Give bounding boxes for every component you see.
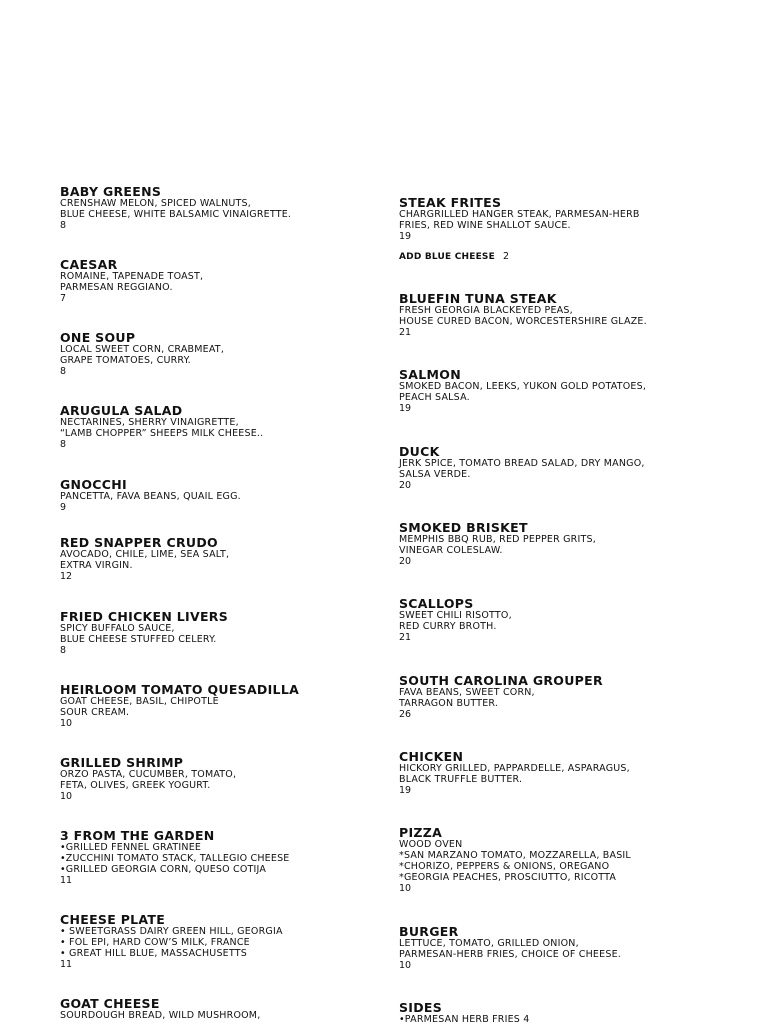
- menu-item-smoked-brisket: [399, 521, 739, 567]
- dish-price: 19: [399, 231, 412, 242]
- menu-item-scallops: [399, 597, 739, 643]
- dish-description: WOOD OVEN *SAN MARZANO TOMATO, MOZZARELLA, BASIL *CHORIZO, PEPPERS & ONIONS, OREGANO *GEORGIA PEACHES, PROSCIUTTO, RICOTTA: [399, 839, 631, 883]
- menu-item-duck: [399, 445, 739, 491]
- dish-price: 10: [399, 960, 412, 971]
- dish-description: JERK SPICE, TOMATO BREAD SALAD, DRY MANGO, SALSA VERDE.: [399, 458, 645, 480]
- dish-name: CHICKEN: [399, 749, 464, 764]
- menu-item-burger: [399, 925, 739, 971]
- menu-item-baby-greens: [60, 185, 380, 231]
- dish-name: DUCK: [399, 444, 440, 459]
- dish-name: ONE SOUP: [60, 330, 136, 345]
- dish-name: RED SNAPPER CRUDO: [60, 535, 218, 550]
- dish-name: GRILLED SHRIMP: [60, 755, 184, 770]
- dish-name: SIDES: [399, 1000, 443, 1015]
- menu-item-arugula-salad: [60, 404, 380, 450]
- addon-label: ADD BLUE CHEESE: [399, 252, 495, 262]
- menu-item-3-from-the-garden: [60, 829, 380, 886]
- dish-description: ORZO PASTA, CUCUMBER, TOMATO, FETA, OLIVES, GREEK YOGURT.: [60, 769, 237, 791]
- menu-item-chicken: [399, 750, 739, 796]
- dish-description: SPICY BUFFALO SAUCE, BLUE CHEESE STUFFED CELERY.: [60, 623, 217, 645]
- menu-item-caesar: [60, 258, 380, 304]
- dish-description: SMOKED BACON, LEEKS, YUKON GOLD POTATOES, PEACH SALSA.: [399, 381, 647, 403]
- dish-price: 19: [399, 785, 412, 796]
- dish-name: ARUGULA SALAD: [60, 403, 183, 418]
- menu-item-pizza: [399, 826, 739, 894]
- dish-description: NECTARINES, SHERRY VINAIGRETTE, “LAMB CHOPPER” SHEEPS MILK CHEESE..: [60, 417, 264, 439]
- menu-item-cheese-plate: [60, 913, 380, 970]
- menu-item-steak-frites: [399, 196, 739, 242]
- dish-name: CHEESE PLATE: [60, 912, 166, 927]
- dish-name: SMOKED BRISKET: [399, 520, 528, 535]
- dish-price: 8: [60, 439, 67, 450]
- menu-item-one-soup: [60, 331, 380, 377]
- dish-name: SCALLOPS: [399, 596, 474, 611]
- menu-item-gnocchi: [60, 478, 380, 513]
- dish-price: 11: [60, 875, 73, 886]
- dish-description: LOCAL SWEET CORN, CRABMEAT, GRAPE TOMATOES, CURRY.: [60, 344, 225, 366]
- dish-name: BURGER: [399, 924, 459, 939]
- dish-price: 20: [399, 556, 412, 567]
- dish-price: 20: [399, 480, 412, 491]
- menu-item-heirloom-tomato-quesadilla: [60, 683, 380, 729]
- dish-name: FRIED CHICKEN LIVERS: [60, 609, 229, 624]
- dish-description: AVOCADO, CHILE, LIME, SEA SALT, EXTRA VIRGIN.: [60, 549, 230, 571]
- dish-name: STEAK FRITES: [399, 195, 502, 210]
- dish-price: 10: [399, 883, 412, 894]
- dish-name: PIZZA: [399, 825, 443, 840]
- dish-price: 8: [60, 366, 67, 377]
- dish-name: GNOCCHI: [60, 477, 127, 492]
- menu-item-sides: [399, 1001, 739, 1025]
- dish-description: PANCETTA, FAVA BEANS, QUAIL EGG.: [60, 491, 241, 502]
- menu-item-south-carolina-grouper: [399, 674, 739, 720]
- dish-description: ROMAINE, TAPENADE TOAST, PARMESAN REGGIANO.: [60, 271, 204, 293]
- menu-item-salmon: [399, 368, 739, 414]
- dish-name: 3 FROM THE GARDEN: [60, 828, 215, 843]
- dish-price: 21: [399, 632, 412, 643]
- dish-description: FAVA BEANS, SWEET CORN, TARRAGON BUTTER.: [399, 687, 535, 709]
- dish-price: 12: [60, 571, 73, 582]
- dish-description: CHARGRILLED HANGER STEAK, PARMESAN-HERB FRIES, RED WINE SHALLOT SAUCE.: [399, 209, 640, 231]
- dish-price: 11: [60, 959, 73, 970]
- menu-item-bluefin-tuna-steak: [399, 292, 739, 338]
- dish-price: 7: [60, 293, 67, 304]
- menu-item-goat-cheese: [60, 997, 380, 1021]
- menu-item-red-snapper-crudo: [60, 536, 380, 582]
- dish-name: SOUTH CAROLINA GROUPER: [399, 673, 603, 688]
- dish-price: 8: [60, 220, 67, 231]
- dish-description: CRENSHAW MELON, SPICED WALNUTS, BLUE CHEESE, WHITE BALSAMIC VINAIGRETTE.: [60, 198, 292, 220]
- dish-description: HICKORY GRILLED, PAPPARDELLE, ASPARAGUS, BLACK TRUFFLE BUTTER.: [399, 763, 630, 785]
- dish-price: 8: [60, 645, 67, 656]
- dish-description: FRESH GEORGIA BLACKEYED PEAS, HOUSE CURED BACON, WORCESTERSHIRE GLAZE.: [399, 305, 647, 327]
- menu-item-fried-chicken-livers: [60, 610, 380, 656]
- dish-name: CAESAR: [60, 257, 118, 272]
- dish-description: MEMPHIS BBQ RUB, RED PEPPER GRITS, VINEGAR COLESLAW.: [399, 534, 596, 556]
- dish-description: GOAT CHEESE, BASIL, CHIPOTLE SOUR CREAM.: [60, 696, 219, 718]
- dish-description: •GRILLED FENNEL GRATINEE •ZUCCHINI TOMATO STACK, TALLEGIO CHEESE •GRILLED GEORGIA CORN, QUESO COTIJA: [60, 842, 290, 875]
- dish-description: SOURDOUGH BREAD, WILD MUSHROOM,: [60, 1010, 261, 1021]
- dish-name: BLUEFIN TUNA STEAK: [399, 291, 557, 306]
- dish-price: 10: [60, 718, 73, 729]
- addon-blue-cheese: [399, 251, 509, 262]
- dish-description: •PARMESAN HERB FRIES 4: [399, 1014, 530, 1025]
- dish-price: 19: [399, 403, 412, 414]
- dish-price: 10: [60, 791, 73, 802]
- dish-price: 9: [60, 502, 67, 513]
- dish-name: SALMON: [399, 367, 461, 382]
- dish-price: 26: [399, 709, 412, 720]
- dish-price: 21: [399, 327, 412, 338]
- dish-description: SWEET CHILI RISOTTO, RED CURRY BROTH.: [399, 610, 512, 632]
- dish-name: BABY GREENS: [60, 184, 162, 199]
- dish-description: LETTUCE, TOMATO, GRILLED ONION, PARMESAN-HERB FRIES, CHOICE OF CHEESE.: [399, 938, 621, 960]
- menu-item-grilled-shrimp: [60, 756, 380, 802]
- dish-name: GOAT CHEESE: [60, 996, 160, 1011]
- dish-name: HEIRLOOM TOMATO QUESADILLA: [60, 682, 300, 697]
- dish-description: • SWEETGRASS DAIRY GREEN HILL, GEORGIA • FOL EPI, HARD COW’S MILK, FRANCE • GREAT HILL BLUE, MASSACHUSETTS: [60, 926, 283, 959]
- addon-price: 2: [502, 251, 510, 262]
